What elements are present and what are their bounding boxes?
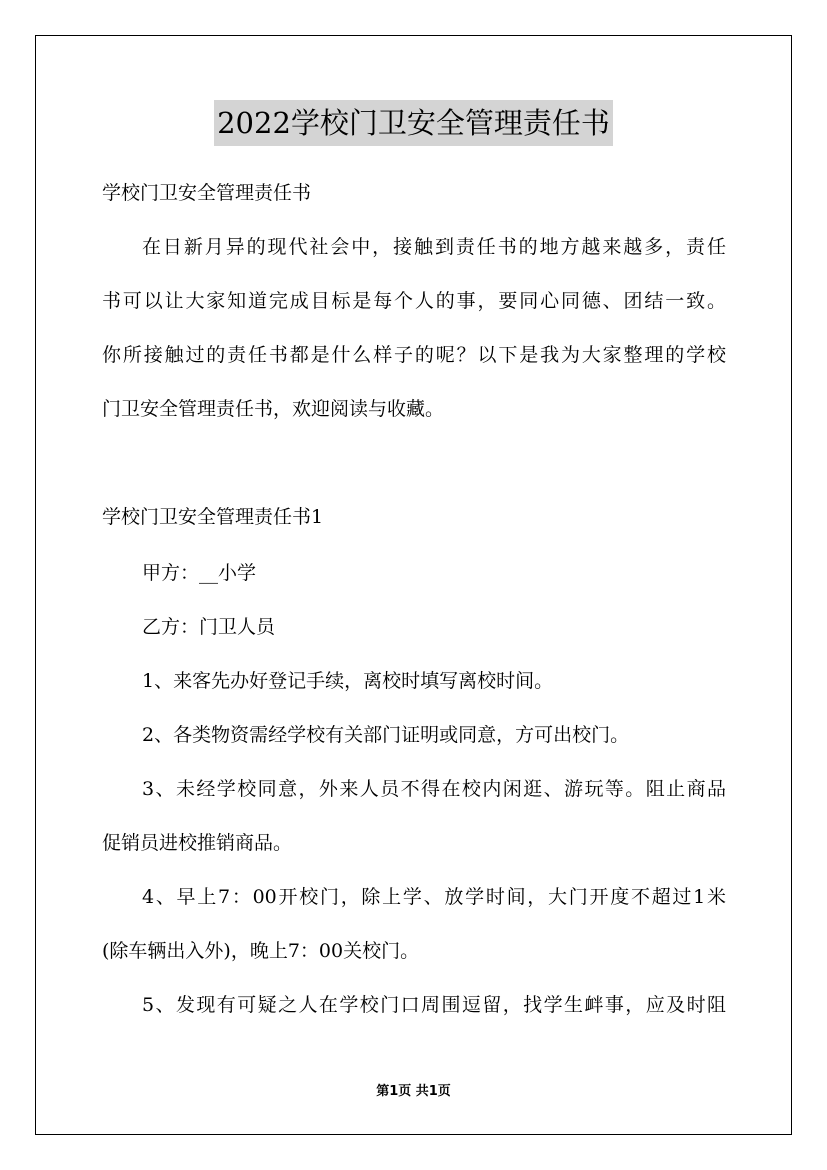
party-a-line: 甲方：__小学 — [142, 562, 257, 584]
clause-line: (除车辆出入外)，晚上7：00关校门。 — [102, 940, 420, 962]
clause-line: 3、未经学校同意，外来人员不得在校内闲逛、游玩等。阻止商品 — [142, 778, 726, 800]
intro-line: 在日新月异的现代社会中，接触到责任书的地方越来越多，责任 — [142, 236, 726, 258]
party-b-line: 乙方：门卫人员 — [142, 616, 276, 638]
intro-line: 书可以让大家知道完成目标是每个人的事，要同心同德、团结一致。 — [102, 290, 726, 312]
document-title: 2022学校门卫安全管理责任书 — [0, 100, 827, 146]
clause-line: 促销员进校推销商品。 — [102, 832, 293, 854]
section-heading: 学校门卫安全管理责任书1 — [102, 506, 324, 528]
page-number-footer: 第1页 共1页 — [376, 1084, 451, 1099]
intro-line: 你所接触过的责任书都是什么样子的呢？以下是我为大家整理的学校 — [102, 344, 726, 366]
clause-line: 5、发现有可疑之人在学校门口周围逗留，找学生衅事，应及时阻 — [142, 994, 726, 1016]
clause-line: 2、各类物资需经学校有关部门证明或同意，方可出校门。 — [142, 724, 630, 746]
clause-line: 4、早上7：00开校门，除上学、放学时间，大门开度不超过1米 — [142, 886, 726, 908]
intro-line: 门卫安全管理责任书，欢迎阅读与收藏。 — [102, 398, 445, 420]
clause-line: 1、来客先办好登记手续，离校时填写离校时间。 — [142, 670, 554, 692]
section-heading: 学校门卫安全管理责任书 — [102, 182, 312, 204]
